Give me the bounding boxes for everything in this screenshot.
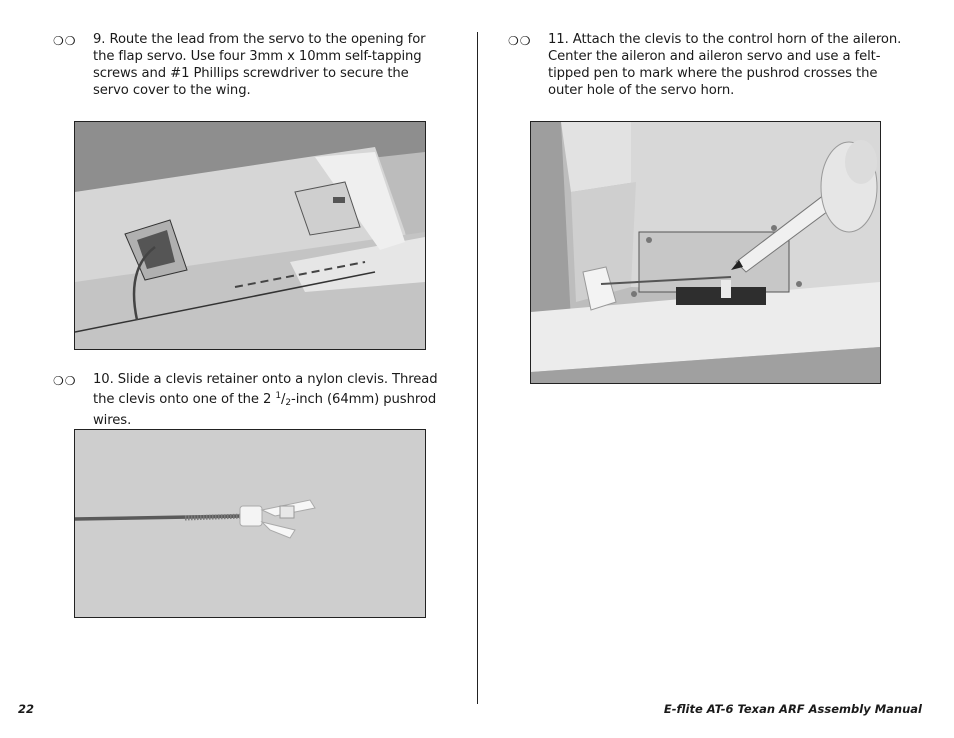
manual-title: E-flite AT-6 Texan ARF Assembly Manual: [663, 702, 922, 716]
step-11: [508, 31, 908, 99]
step-9: [53, 31, 445, 99]
fraction-numerator: 1: [275, 391, 282, 401]
aileron-clevis-photo: [530, 121, 881, 384]
step-10: [53, 371, 445, 429]
step-10-text: 10. Slide a clevis retainer onto a nylon clevis. Thread the clevis onto one of the 2 $^1/_2$-inch (64mm) pushrod wires.: [93, 372, 438, 428]
column-divider: [477, 32, 478, 704]
step-11-checkbox[interactable]: ❍❍: [508, 34, 532, 48]
step-10-checkbox[interactable]: ❍❍: [53, 374, 77, 388]
step-11-text: 11. Attach the clevis to the control horn of the aileron. Center the aileron and aileron servo and use a felt-tipped pen to mark where the pushrod crosses the outer hole of the servo horn.: [548, 32, 902, 98]
step-9-text: 9. Route the lead from the servo to the opening for the flap servo. Use four 3mm x 10mm self-tapping screws and #1 Phillips screwdriver to secure the servo cover to the wing.: [93, 32, 426, 98]
clevis-pushrod-photo: [74, 429, 426, 618]
step-9-checkbox[interactable]: ❍❍: [53, 34, 77, 48]
wing-servo-photo: [74, 121, 426, 350]
fraction-denominator: 2: [285, 398, 292, 408]
page-number: 22: [18, 702, 35, 716]
